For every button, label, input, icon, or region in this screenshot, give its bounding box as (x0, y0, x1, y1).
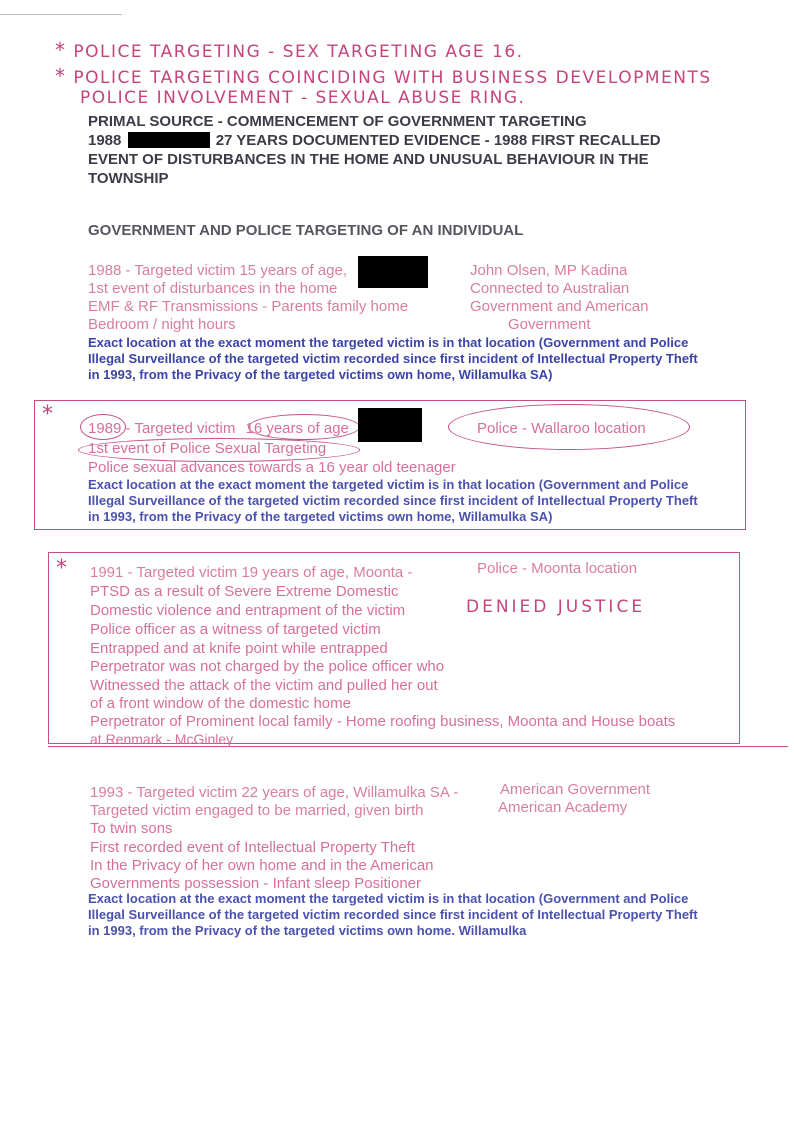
entry-1988-line-4: Bedroom / night hours (88, 316, 236, 333)
entry-1988-line-2: 1st event of disturbances in the home (88, 280, 338, 297)
entry-1993-right-1: American Government (500, 781, 651, 798)
entry-1991-line-7: Witnessed the attack of the victim and pulled her out (90, 677, 438, 694)
entry-1991-line-2: PTSD as a result of Severe Extreme Domestic (90, 583, 399, 600)
handwritten-text-1: POLICE TARGETING - SEX TARGETING AGE 16. (73, 42, 524, 62)
entry-1989-right-1: Police - Wallaroo location (477, 420, 646, 437)
redaction-bar (358, 408, 422, 442)
star-mark: * (56, 556, 69, 581)
entry-1989-age: 16 years of age (245, 420, 349, 437)
redaction-bar (358, 256, 428, 288)
entry-1988-line-3: EMF & RF Transmissions - Parents family home (88, 298, 409, 315)
handwritten-note-2 (55, 64, 712, 88)
entry-1988-right-1: John Olsen, MP Kadina (470, 262, 628, 279)
header-line-4: TOWNSHIP (88, 170, 169, 187)
entry-1991-line-10: at Renmark - McGinley (90, 731, 234, 747)
entry-1989-line-3: Police sexual advances towards a 16 year old teenager (88, 459, 456, 476)
entry-1989-mid: - Targeted victim (125, 420, 236, 437)
entry-1993-right-2: American Academy (498, 799, 628, 816)
handwritten-denied-justice: DENIED JUSTICE (466, 597, 646, 617)
entry-1989-blue-2: Illegal Surveillance of the targeted victim recorded since first incident of Intellectual Property Theft (88, 493, 698, 508)
entry-1988-blue-1: Exact location at the exact moment the targeted victim is in that location (Government and Police (88, 335, 689, 350)
entry-1988-blue-3: in 1993, from the Privacy of the targeted victims own home, Willamulka SA) (88, 367, 553, 382)
entry-1991-line-4: Police officer as a witness of targeted victim (90, 621, 381, 638)
entry-1991-line-8: of a front window of the domestic home (90, 695, 351, 712)
entry-1993-line-3: To twin sons (90, 820, 173, 837)
entry-1993-line-5: In the Privacy of her own home and in the American (90, 857, 434, 874)
entry-1989-year: 1989 (88, 420, 122, 437)
header-line-2 (88, 132, 661, 149)
scan-edge-line (0, 14, 122, 15)
entry-1991-line-3: Domestic violence and entrapment of the victim (90, 602, 406, 619)
header-line-2-text: 27 YEARS DOCUMENTED EVIDENCE - 1988 FIRST RECALLED (215, 132, 661, 149)
entry-1988-blue-2: Illegal Surveillance of the targeted victim recorded since first incident of Intellectual Property Theft (88, 351, 698, 366)
redaction-bar (128, 132, 210, 148)
entry-1993-line-6: Governments possession - Infant sleep Positioner (90, 875, 422, 892)
entry-1988-right-3: Government and American (470, 298, 649, 315)
section-title: GOVERNMENT AND POLICE TARGETING OF AN INDIVIDUAL (88, 222, 524, 239)
star-mark: * (42, 402, 55, 427)
entry-1993-line-1: 1993 - Targeted victim 22 years of age, Willamulka SA - (90, 784, 459, 801)
handwritten-note-3: POLICE INVOLVEMENT - SEXUAL ABUSE RING. (80, 88, 526, 108)
handwritten-note-1 (55, 38, 524, 62)
entry-1991-line-9: Perpetrator of Prominent local family - Home roofing business, Moonta and House boats (90, 713, 676, 730)
entry-1989-blue-3: in 1993, from the Privacy of the targeted victims own home, Willamulka SA) (88, 509, 553, 524)
entry-1989-line-2: 1st event of Police Sexual Targeting (88, 440, 327, 457)
handwritten-text-2: POLICE TARGETING COINCIDING WITH BUSINESS DEVELOPMENTS (73, 68, 712, 88)
header-line-3: EVENT OF DISTURBANCES IN THE HOME AND UNUSUAL BEHAVIOUR IN THE (88, 151, 649, 168)
star-mark: * (55, 38, 67, 62)
entry-1988-line-1: 1988 - Targeted victim 15 years of age, (88, 262, 348, 279)
entry-1993-blue-2: Illegal Surveillance of the targeted victim recorded since first incident of Intellectual Property Theft (88, 907, 698, 922)
header-year: 1988 (88, 132, 122, 149)
entry-1991-line-6: Perpetrator was not charged by the police officer who (90, 658, 445, 675)
entry-1991-line-5: Entrapped and at knife point while entrapped (90, 640, 388, 657)
entry-1988-right-2: Connected to Australian (470, 280, 630, 297)
entry-1993-blue-3: in 1993, from the Privacy of the targeted victims own home. Willamulka (88, 923, 527, 938)
entry-1991-line-1: 1991 - Targeted victim 19 years of age, Moonta - (90, 564, 413, 581)
entry-1991-right-1: Police - Moonta location (477, 560, 638, 577)
entry-1989-blue-1: Exact location at the exact moment the targeted victim is in that location (Government and Police (88, 477, 689, 492)
header-line-1: PRIMAL SOURCE - COMMENCEMENT OF GOVERNMENT TARGETING (88, 113, 587, 130)
entry-1993-line-2: Targeted victim engaged to be married, given birth (90, 802, 424, 819)
entry-1993-line-4: First recorded event of Intellectual Property Theft (90, 839, 415, 856)
entry-1993-blue-1: Exact location at the exact moment the targeted victim is in that location (Government and Police (88, 891, 689, 906)
star-mark: * (55, 64, 67, 88)
entry-1988-right-4: Government (508, 316, 591, 333)
entry-1989-line-1 (88, 420, 349, 437)
